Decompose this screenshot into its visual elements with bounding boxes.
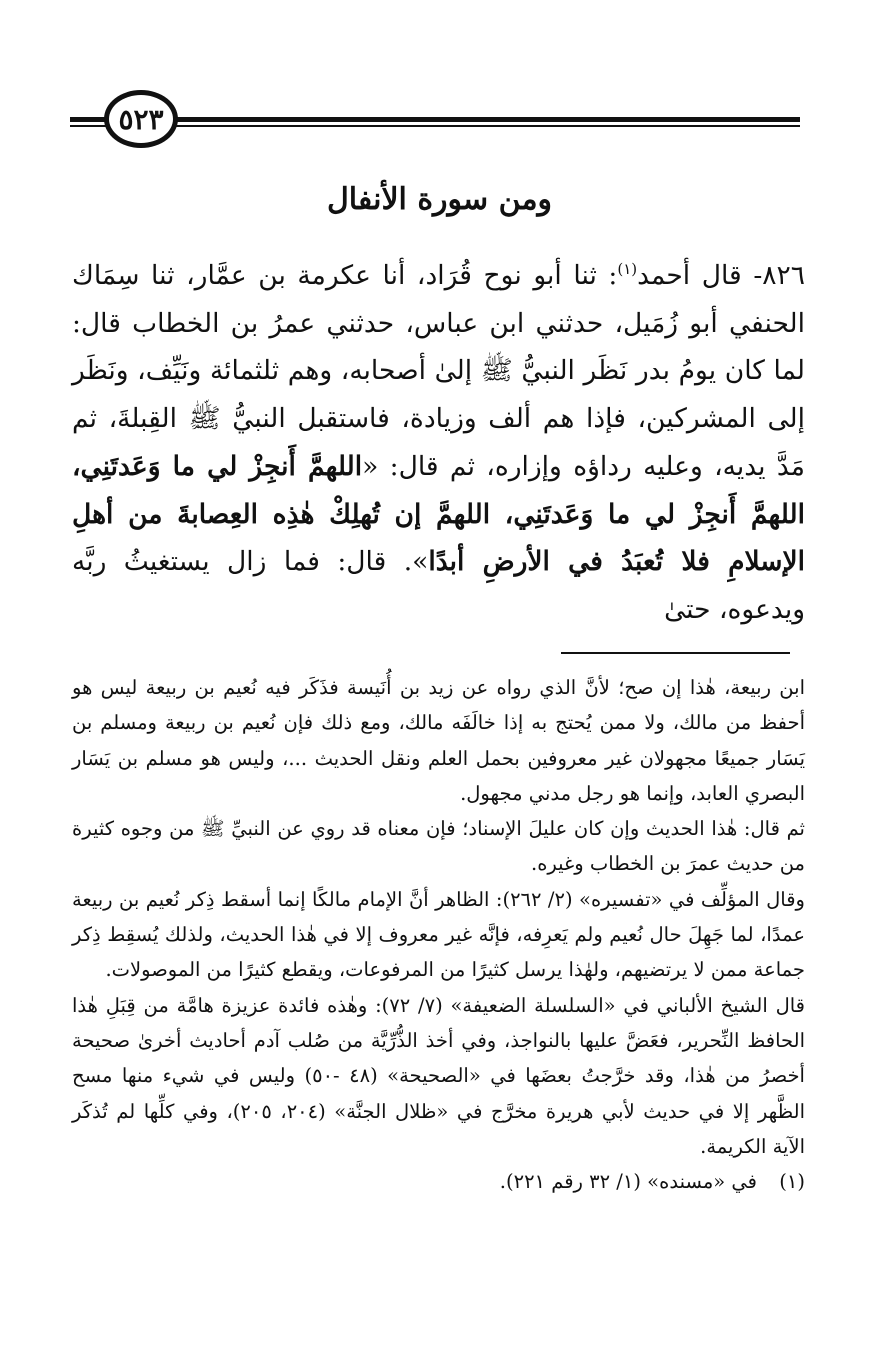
footnote-ref: (١): [617, 260, 638, 279]
footnote-text: في «مسنده» (١/ ٣٢ رقم ٢٢١).: [499, 1170, 757, 1194]
hadith-continuation: ». قال: فما زال يستغيثُ ربَّه ويدعوه، حتىٰ: [72, 546, 805, 625]
note-paragraph: قال الشيخ الألباني في «السلسلة الضعيفة» (٧/ ٧٢): وهٰذه فائدة عزيزة هامَّة من قِبَلِ هٰذا الحافظ النِّحرير، فعَضَّ عليها بالنواجذ، وفي أخذ الذُّرِّيَّة من صُلب آدم أحاديث أخرىٰ صحيحة أخصرُ من هٰذا، وقد خرَّجتُ بعضَها في «الصحيحة» (٤٨ -٥٠) وليس في شيء منها مسح الظَّهر إلا في حديث لأبي هريرة مخرَّج في «ظلال الجنَّة» (٢٠٤، ٢٠٥)، وفي كلِّها لم تُذكَر الآية الكريمة.: [72, 993, 806, 1158]
surah-title: ومن سورة الأنفال: [326, 182, 553, 217]
hadith-number: ٨٢٦: [762, 260, 805, 291]
footnote-separator: [561, 652, 790, 654]
header-rule-thin: [70, 125, 800, 127]
note-paragraph: ابن ربيعة، هٰذا إن صح؛ لأنَّ الذي رواه عن زيد بن أُنَيسة فذَكَر فيه نُعيم بن ربيعة ليس هو أحفظ من مالك، ولا ممن يُحتج به إذا خالَفَه مالك، ومع ذلك فإن نُعيم بن ربيعة ومسلم بن يَسَار جميعًا مجهولان غير معروفين بحمل العلم ونقل الحديث ...، وليس هو مسلم بن يَسَار البصري العابد، وإنما هو رجل مدني مجهول.: [72, 676, 805, 805]
note-paragraph: ثم قال: هٰذا الحديث وإن كان عليلَ الإسناد؛ فإن معناه قد روي عن النبيِّ ﷺ من وجوه كثيرة من حديث عمرَ بن الخطاب وغيره.: [72, 817, 805, 876]
hadith-text: [72, 252, 805, 634]
hadith-intro: - قال أحمد: [637, 260, 763, 291]
hadith-quote: اللهمَّ أَنجِزْ لي ما وَعَدتَنِي، اللهمَّ أَنجِزْ لي ما وَعَدتَنِي، اللهمَّ إن تُهلِكْ هٰذِه العِصابةَ من أهلِ الإسلامِ فلا تُعبَدُ في الأرضِ أبدًا: [72, 450, 805, 578]
notes-section: [72, 670, 805, 1199]
page-number: ٥٢٣: [104, 90, 178, 148]
footnote: [72, 1164, 805, 1199]
page-header: [70, 84, 800, 144]
header-rule-thick: [70, 117, 800, 122]
hadith-isnad: : ثنا أبو نوح قُرَاد، أنا عكرمة بن عمَّار، ثنا سِمَاك الحنفي أبو زُمَيل، حدثني ابن عباس، حدثني عمرُ بن الخطاب قال: لما كان يومُ بدر نَظَر النبيُّ ﷺ إلىٰ أصحابه، وهم ثلثمائة ونَيِّف، ونَظَر إلى المشركين، فإذا هم ألف وزيادة، فاستقبل النبيُّ ﷺ القِبلةَ، ثم مَدَّ يديه، وعليه رداؤه وإزاره، ثم قال: «: [72, 260, 805, 482]
footnote-number: (١): [779, 1170, 805, 1194]
note-paragraph: وقال المؤلِّف في «تفسيره» (٢/ ٢٦٢): الظاهر أنَّ الإمام مالكًا إنما أسقط ذِكر نُعيم بن ربيعة عمدًا، لما جَهِلَ حال نُعيم ولم يَعرِفه، فإنَّه غير معروف إلا في هٰذا الحديث، ولذلك يُسقِط ذِكر جماعة ممن لا يرتضيهم، ولهٰذا يرسل كثيرًا من المرفوعات، ويقطع كثيرًا من الموصولات.: [72, 887, 805, 982]
